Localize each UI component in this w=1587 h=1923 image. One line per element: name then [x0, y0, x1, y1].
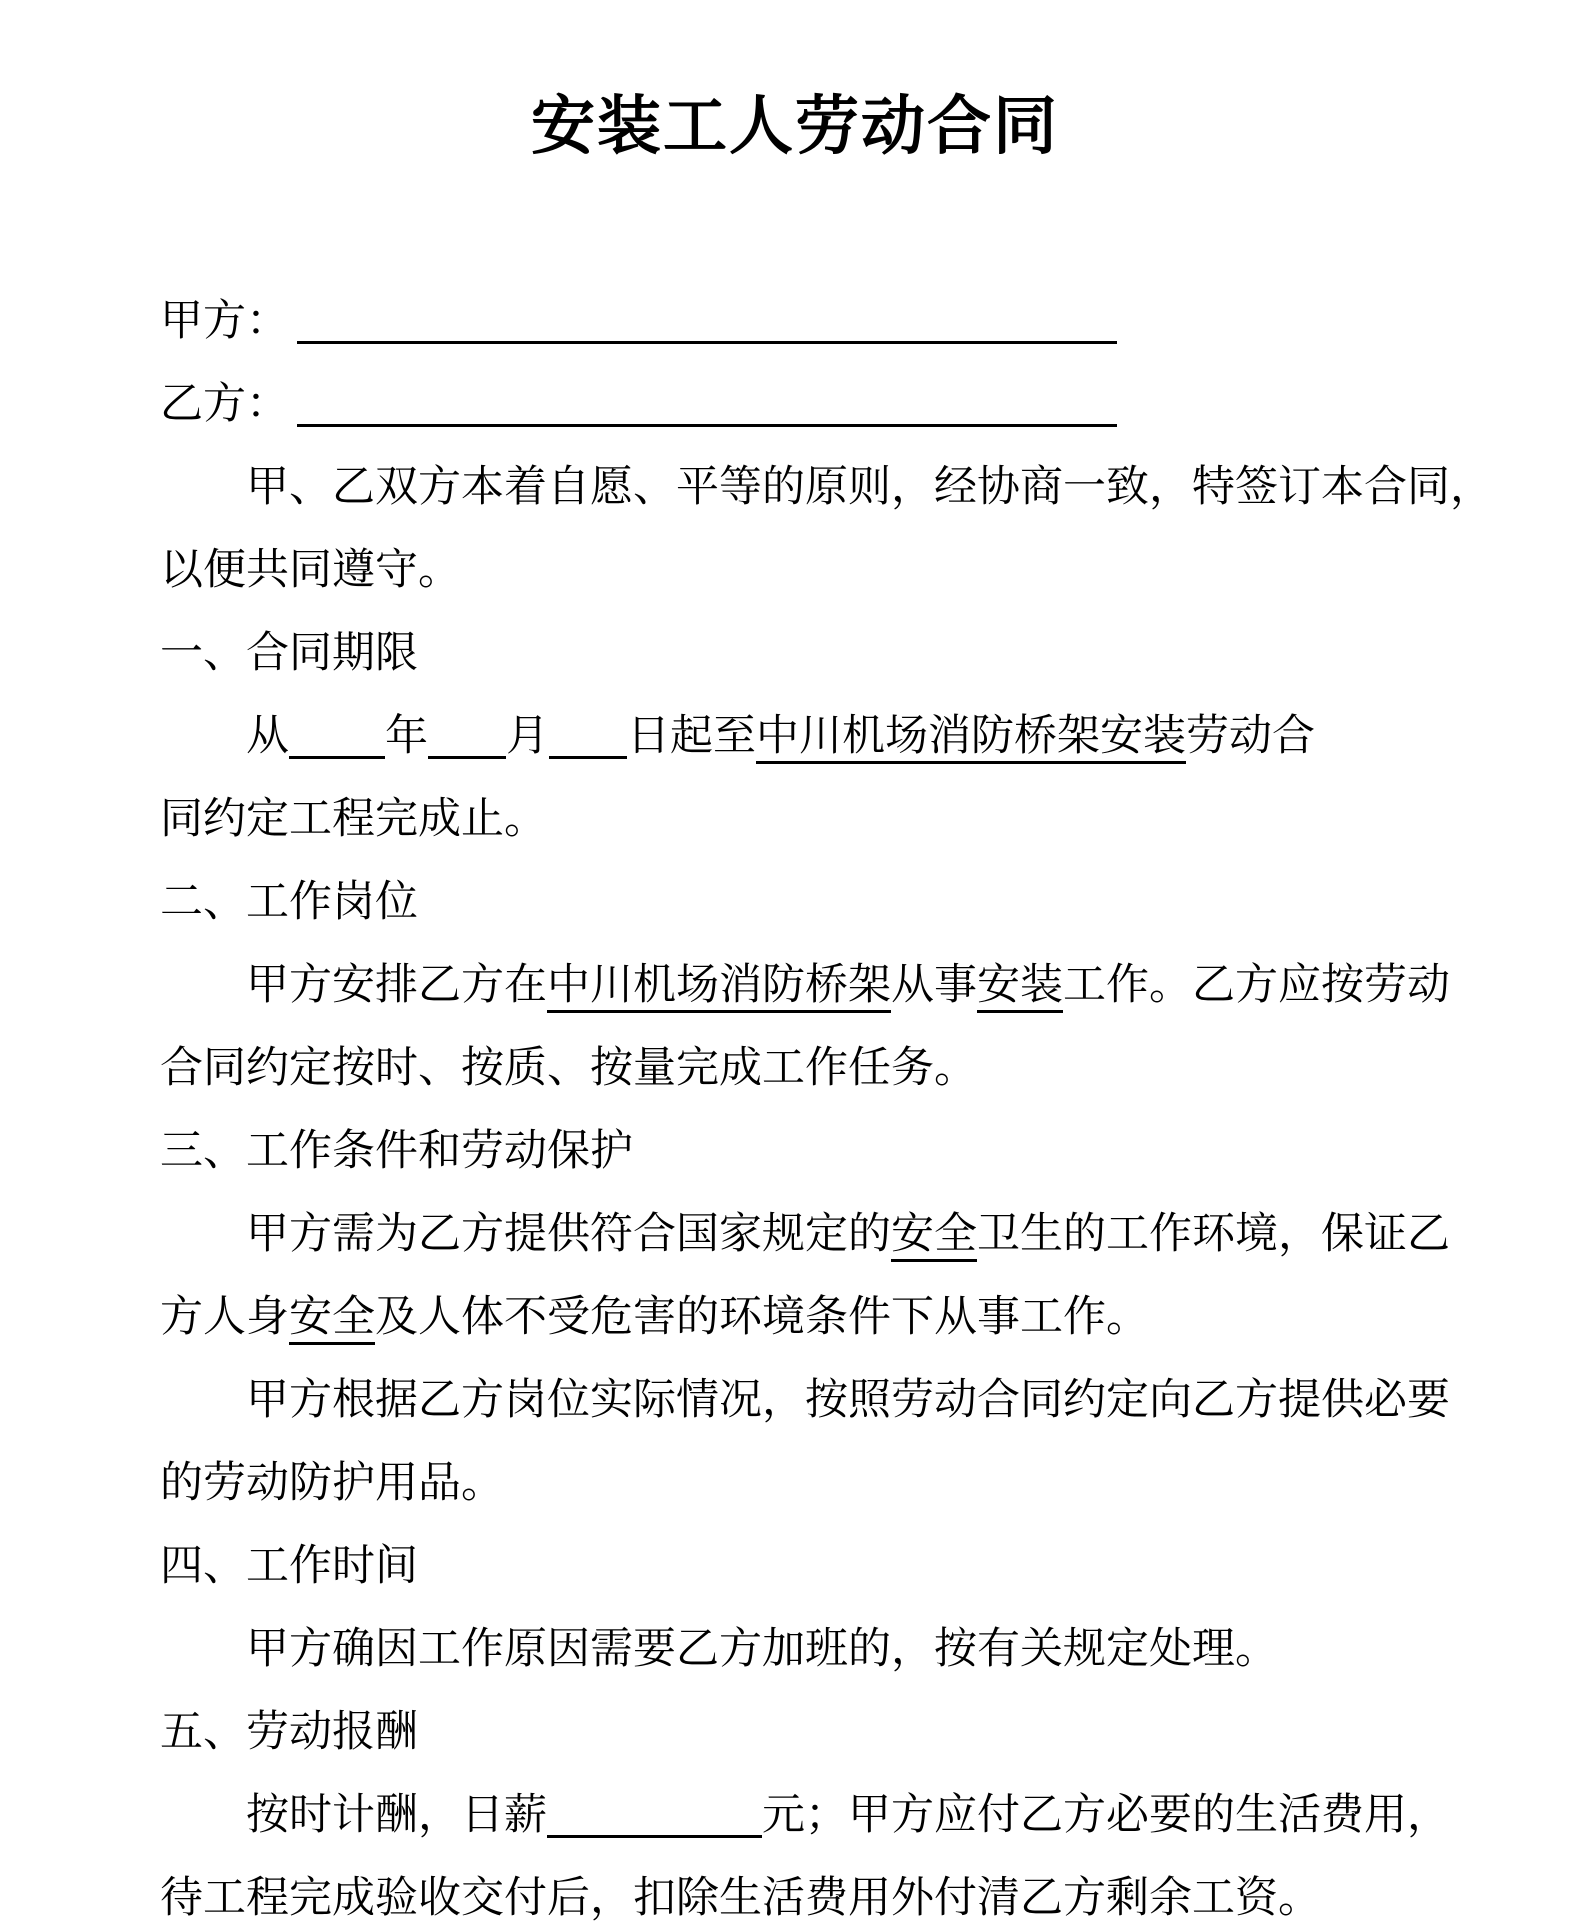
term-month-text: 月	[506, 713, 549, 760]
section-conditions-heading-text: 三、工作条件和劳动保护	[160, 1128, 633, 1175]
section-pay-line-2	[160, 1857, 1430, 1923]
section-position-line-1	[160, 944, 1450, 1027]
section-position-heading-text: 二、工作岗位	[160, 879, 418, 926]
party-b-line	[160, 363, 1430, 446]
conditions-p1-tail-text: 卫生的工作环境，保证乙	[977, 1211, 1450, 1258]
position-site-underlined-text: 中川机场消防桥架	[547, 962, 891, 1013]
hours-text: 甲方确因工作原因需要乙方加班的，按有关规定处理。	[246, 1626, 1278, 1673]
conditions-p2-tail-text: 及人体不受危害的环境条件下从事工作。	[375, 1294, 1149, 1341]
term-line1-tail-text: 劳动合	[1186, 713, 1315, 760]
section-term-heading-text: 一、合同期限	[160, 630, 418, 677]
position-job-underlined-text: 安装	[977, 962, 1063, 1013]
section-term-line-2	[160, 778, 1430, 861]
pay-salary-blank-field	[547, 1826, 762, 1838]
pay-unit-text: 元；甲方应付乙方必要的生活费用，	[762, 1792, 1450, 1839]
term-year-blank-field	[289, 747, 385, 759]
conditions-safety1-underlined-text: 安全	[891, 1211, 977, 1262]
section-term-line-1	[160, 695, 1430, 778]
party-b-blank-field	[297, 415, 1117, 427]
term-project-underlined-text: 中川机场消防桥架安装	[756, 713, 1186, 764]
section-hours-line-1	[160, 1608, 1430, 1691]
section-pay-heading	[160, 1691, 1430, 1774]
section-hours-heading-text: 四、工作时间	[160, 1543, 418, 1590]
party-a-line	[160, 280, 1430, 363]
section-position-heading	[160, 861, 1430, 944]
conditions-safety2-underlined-text: 安全	[289, 1294, 375, 1345]
pay-line2-text: 待工程完成验收交付后，扣除生活费用外付清乙方剩余工资。	[160, 1875, 1321, 1922]
section-pay-line-1	[160, 1774, 1450, 1857]
position-line2-text: 合同约定按时、按质、按量完成工作任务。	[160, 1045, 977, 1092]
blank-line-spacer	[160, 184, 1430, 280]
conditions-protection-text-2: 的劳动防护用品。	[160, 1460, 504, 1507]
conditions-p1-line-1	[160, 1193, 1450, 1276]
party-a-label: 甲方：	[160, 298, 289, 345]
term-line2-text: 同约定工程完成止。	[160, 796, 547, 843]
term-month-blank-field	[428, 747, 506, 759]
intro-line-1	[160, 446, 1493, 529]
intro-text-1: 甲、乙双方本着自愿、平等的原则，经协商一致，特签订本合同，	[246, 464, 1493, 511]
term-year-text: 年	[385, 713, 428, 760]
section-hours-heading	[160, 1525, 1430, 1608]
party-b-label: 乙方：	[160, 381, 289, 428]
intro-text-2: 以便共同遵守。	[160, 547, 461, 594]
term-day-blank-field	[549, 747, 627, 759]
section-pay-heading-text: 五、劳动报酬	[160, 1709, 418, 1756]
conditions-p2-pre-text: 方人身	[160, 1294, 289, 1341]
conditions-p2-line-1	[160, 1359, 1450, 1442]
position-pre-text: 甲方安排乙方在	[246, 962, 547, 1009]
party-a-blank-field	[297, 332, 1117, 344]
position-tail-text: 工作。乙方应按劳动	[1063, 962, 1450, 1009]
conditions-protection-text-1: 甲方根据乙方岗位实际情况，按照劳动合同约定向乙方提供必要	[246, 1377, 1450, 1424]
document-title: 安装工人劳动合同	[531, 91, 1059, 162]
term-from-text: 从	[246, 713, 289, 760]
section-term-heading	[160, 612, 1430, 695]
conditions-p1-pre-text: 甲方需为乙方提供符合国家规定的	[246, 1211, 891, 1258]
term-dayto-text: 日起至	[627, 713, 756, 760]
pay-pre-text: 按时计酬，日薪	[246, 1792, 547, 1839]
section-conditions-heading	[160, 1110, 1430, 1193]
position-mid-text: 从事	[891, 962, 977, 1009]
intro-line-2	[160, 529, 1430, 612]
section-position-line-2	[160, 1027, 1430, 1110]
conditions-p1-line-2	[160, 1276, 1430, 1359]
conditions-p2-line-2	[160, 1442, 1430, 1525]
